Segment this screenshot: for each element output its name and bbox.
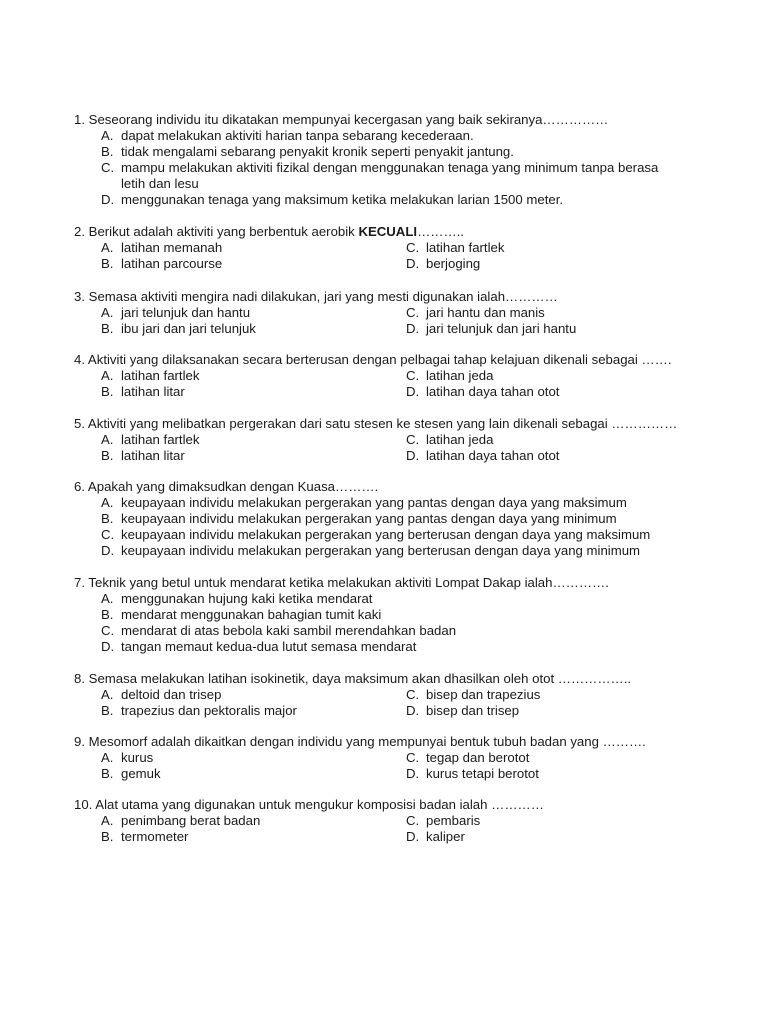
option-c xyxy=(101,160,658,176)
option-text: latihan daya tahan otot xyxy=(426,384,560,399)
option-text: gemuk xyxy=(121,766,161,781)
option-text: latihan memanah xyxy=(121,240,223,255)
option-text: latihan fartlek xyxy=(121,432,200,447)
option-a xyxy=(101,128,474,144)
question-stem: 3. Semasa aktiviti mengira nadi dilakukan, jari yang mesti digunakan ialah………… xyxy=(74,289,558,304)
option-text: latihan litar xyxy=(121,448,185,463)
option-letter: A. xyxy=(101,750,114,765)
question-stem xyxy=(74,224,464,240)
option-letter: C. xyxy=(101,527,115,542)
option-letter: A. xyxy=(101,128,114,143)
option-text: latihan jeda xyxy=(426,368,494,383)
option-letter: A. xyxy=(101,368,114,383)
option-b xyxy=(101,448,185,464)
option-text: kurus tetapi berotot xyxy=(426,766,539,781)
option-a xyxy=(101,368,199,384)
question-stem: 4. Aktiviti yang dilaksanakan secara berterusan dengan pelbagai tahap kelajuan dikenali sebagai ……. xyxy=(74,352,672,367)
option-text: keupayaan individu melakukan pergerakan yang pantas dengan daya yang minimum xyxy=(121,511,617,526)
option-b xyxy=(101,384,185,400)
option-d xyxy=(406,829,465,845)
option-letter: A. xyxy=(101,495,114,510)
option-c xyxy=(406,687,540,703)
option-letter: B. xyxy=(101,321,114,336)
option-d xyxy=(406,703,519,719)
question-stem: 9. Mesomorf adalah dikaitkan dengan individu yang mempunyai bentuk tubuh badan yang ………. xyxy=(74,734,646,749)
option-d xyxy=(101,543,640,559)
option-text: jari telunjuk dan jari hantu xyxy=(426,321,577,336)
question-stem: 6. Apakah yang dimaksudkan dengan Kuasa………. xyxy=(74,479,379,494)
option-letter: D. xyxy=(406,703,420,718)
option-letter: D. xyxy=(406,448,420,463)
option-letter: D. xyxy=(101,639,115,654)
option-letter: B. xyxy=(101,511,114,526)
option-a xyxy=(101,591,372,607)
option-d xyxy=(406,384,559,400)
option-letter: B. xyxy=(101,448,114,463)
option-text: bisep dan trapezius xyxy=(426,687,541,702)
option-letter: D. xyxy=(406,766,420,781)
option-c xyxy=(406,750,529,766)
option-letter: C. xyxy=(406,368,420,383)
option-letter: C. xyxy=(406,432,420,447)
option-letter: D. xyxy=(101,543,115,558)
option-b xyxy=(101,321,256,337)
option-letter: D. xyxy=(406,321,420,336)
option-b xyxy=(101,511,617,527)
option-letter: C. xyxy=(101,623,115,638)
option-text: bisep dan trisep xyxy=(426,703,520,718)
option-letter: A. xyxy=(101,591,114,606)
option-letter: A. xyxy=(101,687,114,702)
option-c xyxy=(406,240,504,256)
question-stem: 8. Semasa melakukan latihan isokinetik, daya maksimum akan dhasilkan oleh otot …………….. xyxy=(74,671,632,686)
option-text: keupayaan individu melakukan pergerakan yang berterusan dengan daya yang maksimum xyxy=(121,527,651,542)
option-a xyxy=(101,813,260,829)
option-c xyxy=(406,432,493,448)
option-letter: C. xyxy=(101,160,115,175)
option-letter: B. xyxy=(101,829,114,844)
option-text: latihan parcourse xyxy=(121,256,223,271)
question-stem: 1. Seseorang individu itu dikatakan mempunyai kecergasan yang baik sekiranya…………… xyxy=(74,112,609,127)
option-c xyxy=(101,623,456,639)
option-letter: D. xyxy=(406,829,420,844)
option-a xyxy=(101,305,250,321)
option-text: kaliper xyxy=(426,829,465,844)
option-b xyxy=(101,256,222,272)
option-a xyxy=(101,750,153,766)
option-letter: A. xyxy=(101,305,114,320)
option-letter: A. xyxy=(101,813,114,828)
option-c xyxy=(406,368,493,384)
question-stem: 7. Teknik yang betul untuk mendarat ketika melakukan aktiviti Lompat Dakap ialah…………. xyxy=(74,575,609,590)
option-text: ibu jari dan jari telunjuk xyxy=(121,321,256,336)
stem-dots: ……….. xyxy=(417,224,464,239)
option-text: deltoid dan trisep xyxy=(121,687,222,702)
option-a xyxy=(101,432,199,448)
option-c xyxy=(406,813,480,829)
option-b xyxy=(101,703,297,719)
stem-text: 2. Berikut adalah aktiviti yang berbentuk aerobik xyxy=(74,224,359,239)
option-d xyxy=(101,639,416,655)
option-text: latihan daya tahan otot xyxy=(426,448,560,463)
option-text: keupayaan individu melakukan pergerakan yang berterusan dengan daya yang minimum xyxy=(121,543,641,558)
option-d xyxy=(406,448,559,464)
question-stem: 5. Aktiviti yang melibatkan pergerakan dari satu stesen ke stesen yang lain dikenali sebagai …………… xyxy=(74,416,678,431)
option-text: tegap dan berotot xyxy=(426,750,530,765)
option-letter: C. xyxy=(406,750,420,765)
option-letter: A. xyxy=(101,432,114,447)
option-text: berjoging xyxy=(426,256,481,271)
option-letter: D. xyxy=(406,384,420,399)
option-text: kurus xyxy=(121,750,154,765)
stem-emphasis: KECUALI xyxy=(358,224,418,239)
option-text: keupayaan individu melakukan pergerakan yang pantas dengan daya yang maksimum xyxy=(121,495,627,510)
option-letter: C. xyxy=(406,305,420,320)
option-letter: B. xyxy=(101,766,114,781)
option-c-continuation xyxy=(121,176,199,192)
option-a xyxy=(101,495,627,511)
option-letter: B. xyxy=(101,144,114,159)
option-letter: B. xyxy=(101,607,114,622)
option-text: jari telunjuk dan hantu xyxy=(121,305,251,320)
option-letter: D. xyxy=(406,256,420,271)
option-text: letih dan lesu xyxy=(121,176,199,191)
option-letter: B. xyxy=(101,703,114,718)
option-c xyxy=(406,305,545,321)
option-letter: C. xyxy=(406,813,420,828)
option-a xyxy=(101,687,221,703)
option-letter: B. xyxy=(101,384,114,399)
option-text: tidak mengalami sebarang penyakit kronik seperti penyakit jantung. xyxy=(121,144,514,159)
option-d xyxy=(406,766,539,782)
option-letter: B. xyxy=(101,256,114,271)
option-text: latihan jeda xyxy=(426,432,494,447)
option-text: dapat melakukan aktiviti harian tanpa sebarang kecederaan. xyxy=(121,128,474,143)
option-text: pembaris xyxy=(426,813,481,828)
option-text: tangan memaut kedua-dua lutut semasa mendarat xyxy=(121,639,417,654)
option-b xyxy=(101,144,514,160)
option-text: mampu melakukan aktiviti fizikal dengan menggunakan tenaga yang minimum tanpa berasa xyxy=(121,160,659,175)
option-text: penimbang berat badan xyxy=(121,813,261,828)
option-text: latihan litar xyxy=(121,384,185,399)
question-stem: 10. Alat utama yang digunakan untuk mengukur komposisi badan ialah ………… xyxy=(74,797,544,812)
option-letter: A. xyxy=(101,240,114,255)
option-text: mendarat menggunakan bahagian tumit kaki xyxy=(121,607,382,622)
option-c xyxy=(101,527,650,543)
option-d xyxy=(406,321,576,337)
option-b xyxy=(101,607,381,623)
option-d xyxy=(406,256,480,272)
option-text: trapezius dan pektoralis major xyxy=(121,703,297,718)
option-text: termometer xyxy=(121,829,189,844)
option-text: latihan fartlek xyxy=(426,240,505,255)
option-letter: C. xyxy=(406,687,420,702)
option-a xyxy=(101,240,222,256)
option-b xyxy=(101,766,161,782)
option-letter: C. xyxy=(406,240,420,255)
option-text: menggunakan hujung kaki ketika mendarat xyxy=(121,591,373,606)
option-b xyxy=(101,829,188,845)
option-text: menggunakan tenaga yang maksimum ketika melakukan larian 1500 meter. xyxy=(121,192,564,207)
option-text: latihan fartlek xyxy=(121,368,200,383)
option-text: jari hantu dan manis xyxy=(426,305,545,320)
option-letter: D. xyxy=(101,192,115,207)
option-d xyxy=(101,192,563,208)
option-text: mendarat di atas bebola kaki sambil merendahkan badan xyxy=(121,623,457,638)
